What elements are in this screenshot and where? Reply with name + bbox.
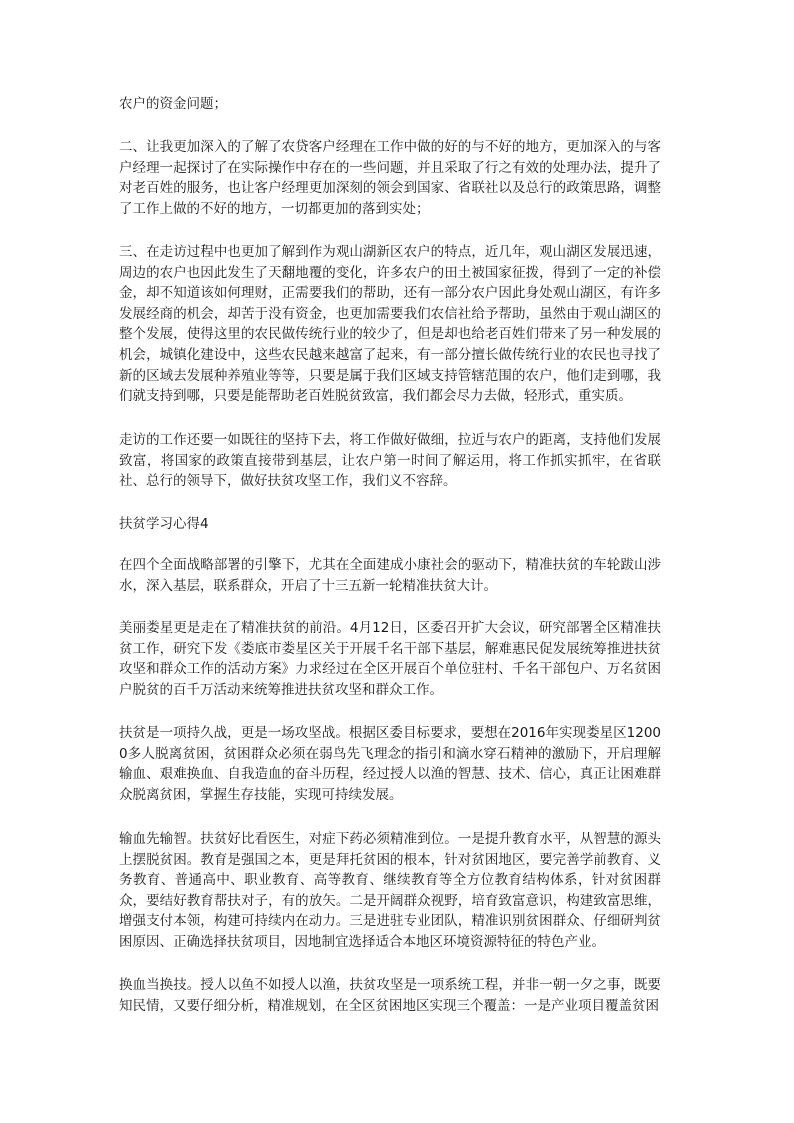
- paragraph-2: 二、让我更加深入的了解了农贷客户经理在工作中做的好的与不好的地方，更加深入的与客户经理一起探讨了在实际操作中存在的一些问题，并且采取了行之有效的处理办法，提升了对老百姓的服务，也让客户经理更加深刻的领会到国家、省联社以及总行的政策思路，调整了工作上做的不好的地方，一切都更加的落到实处；: [119, 139, 661, 217]
- paragraph-9: 换血当换技。授人以鱼不如授人以渔，扶贫攻坚是一项系统工程，并非一朝一夕之事，既要知民情，又要仔细分析，精准规划，在全区贫困地区实现三个覆盖：一是产业项目覆盖贫困: [119, 977, 661, 1014]
- paragraph-5: 在四个全面战略部署的引擎下，尤其在全面建成小康社会的驱动下，精准扶贫的车轮跋山涉水，深入基层，联系群众，开启了十三五新一轮精准扶贫大计。: [119, 557, 661, 594]
- paragraph-7: 扶贫是一项持久战，更是一场攻坚战。根据区委目标要求，要想在2016年实现娄星区12000多人脱离贫困，贫困群众必须在弱鸟先飞理念的指引和滴水穿石精神的激励下，开启理解输血、艰难换血、自我造血的奋斗历程，经过授人以渔的智慧、技术、信心，真正让困难群众脱离贫困，掌握生存技能，实现可持续发展。: [119, 725, 661, 803]
- section-heading: 扶贫学习心得4: [119, 516, 209, 532]
- paragraph-8: 输血先输智。扶贫好比看医生，对症下药必须精准到位。一是提升教育水平，从智慧的源头上摆脱贫困。教育是强国之本，更是拜托贫困的根本，针对贫困地区，要完善学前教育、义务教育、普通高中、职业教育、高等教育、继续教育等全方位教育结构体系，针对贫困群众，要结好教育帮扶对子，有的放矢。二是开阔群众视野，培育致富意识，构建致富思维，增强支付本领，构建可持续内在动力。三是进驻专业团队，精准识别贫困群众、仔细研判贫困原因、正确选择扶贫项目，因地制宜选择适合本地区环境资源特征的特色产业。: [119, 831, 661, 950]
- document-page: [119, 0, 661, 1123]
- paragraph-1: 农户的资金问题；: [119, 96, 227, 112]
- paragraph-6: 美丽娄星更是走在了精准扶贫的前沿。4月12日，区委召开扩大会议，研究部署全区精准扶贫工作，研究下发《娄底市娄星区关于开展千名干部下基层，解难惠民促发展统筹推进扶贫攻坚和群众工作的活动方案》力求经过在全区开展百个单位驻村、千名干部包户、万名贫困户脱贫的百千万活动来统筹推进扶贫攻坚和群众工作。: [119, 620, 661, 698]
- paragraph-4: 走访的工作还要一如既往的坚持下去，将工作做好做细，拉近与农户的距离，支持他们发展致富，将国家的政策直接带到基层，让农户第一时间了解运用，将工作抓实抓牢，在省联社、总行的领导下，做好扶贫攻坚工作，我们义不容辞。: [119, 432, 661, 490]
- paragraph-3: 三、在走访过程中也更加了解到作为观山湖新区农户的特点，近几年，观山湖区发展迅速，周边的农户也因此发生了天翻地覆的变化，许多农户的田土被国家征拨，得到了一定的补偿金，却不知道该如何理财，正需要我们的帮助，还有一部分农户因此身处观山湖区，有许多发展经商的机会，却苦于没有资金，也更加需要我们农信社给予帮助，虽然由于观山湖区的整个发展，使得这里的农民做传统行业的较少了，但是却也给老百姓们带来了另一种发展的机会，城镇化建设中，这些农民越来越富了起来，有一部分擅长做传统行业的农民也寻找了新的区域去发展种养殖业等等，只要是属于我们区域支持管辖范围的农户，他们走到哪，我们就支持到哪，只要是能帮助老百姓脱贫致富，我们都会尽力去做，轻形式，重实质。: [119, 244, 661, 405]
